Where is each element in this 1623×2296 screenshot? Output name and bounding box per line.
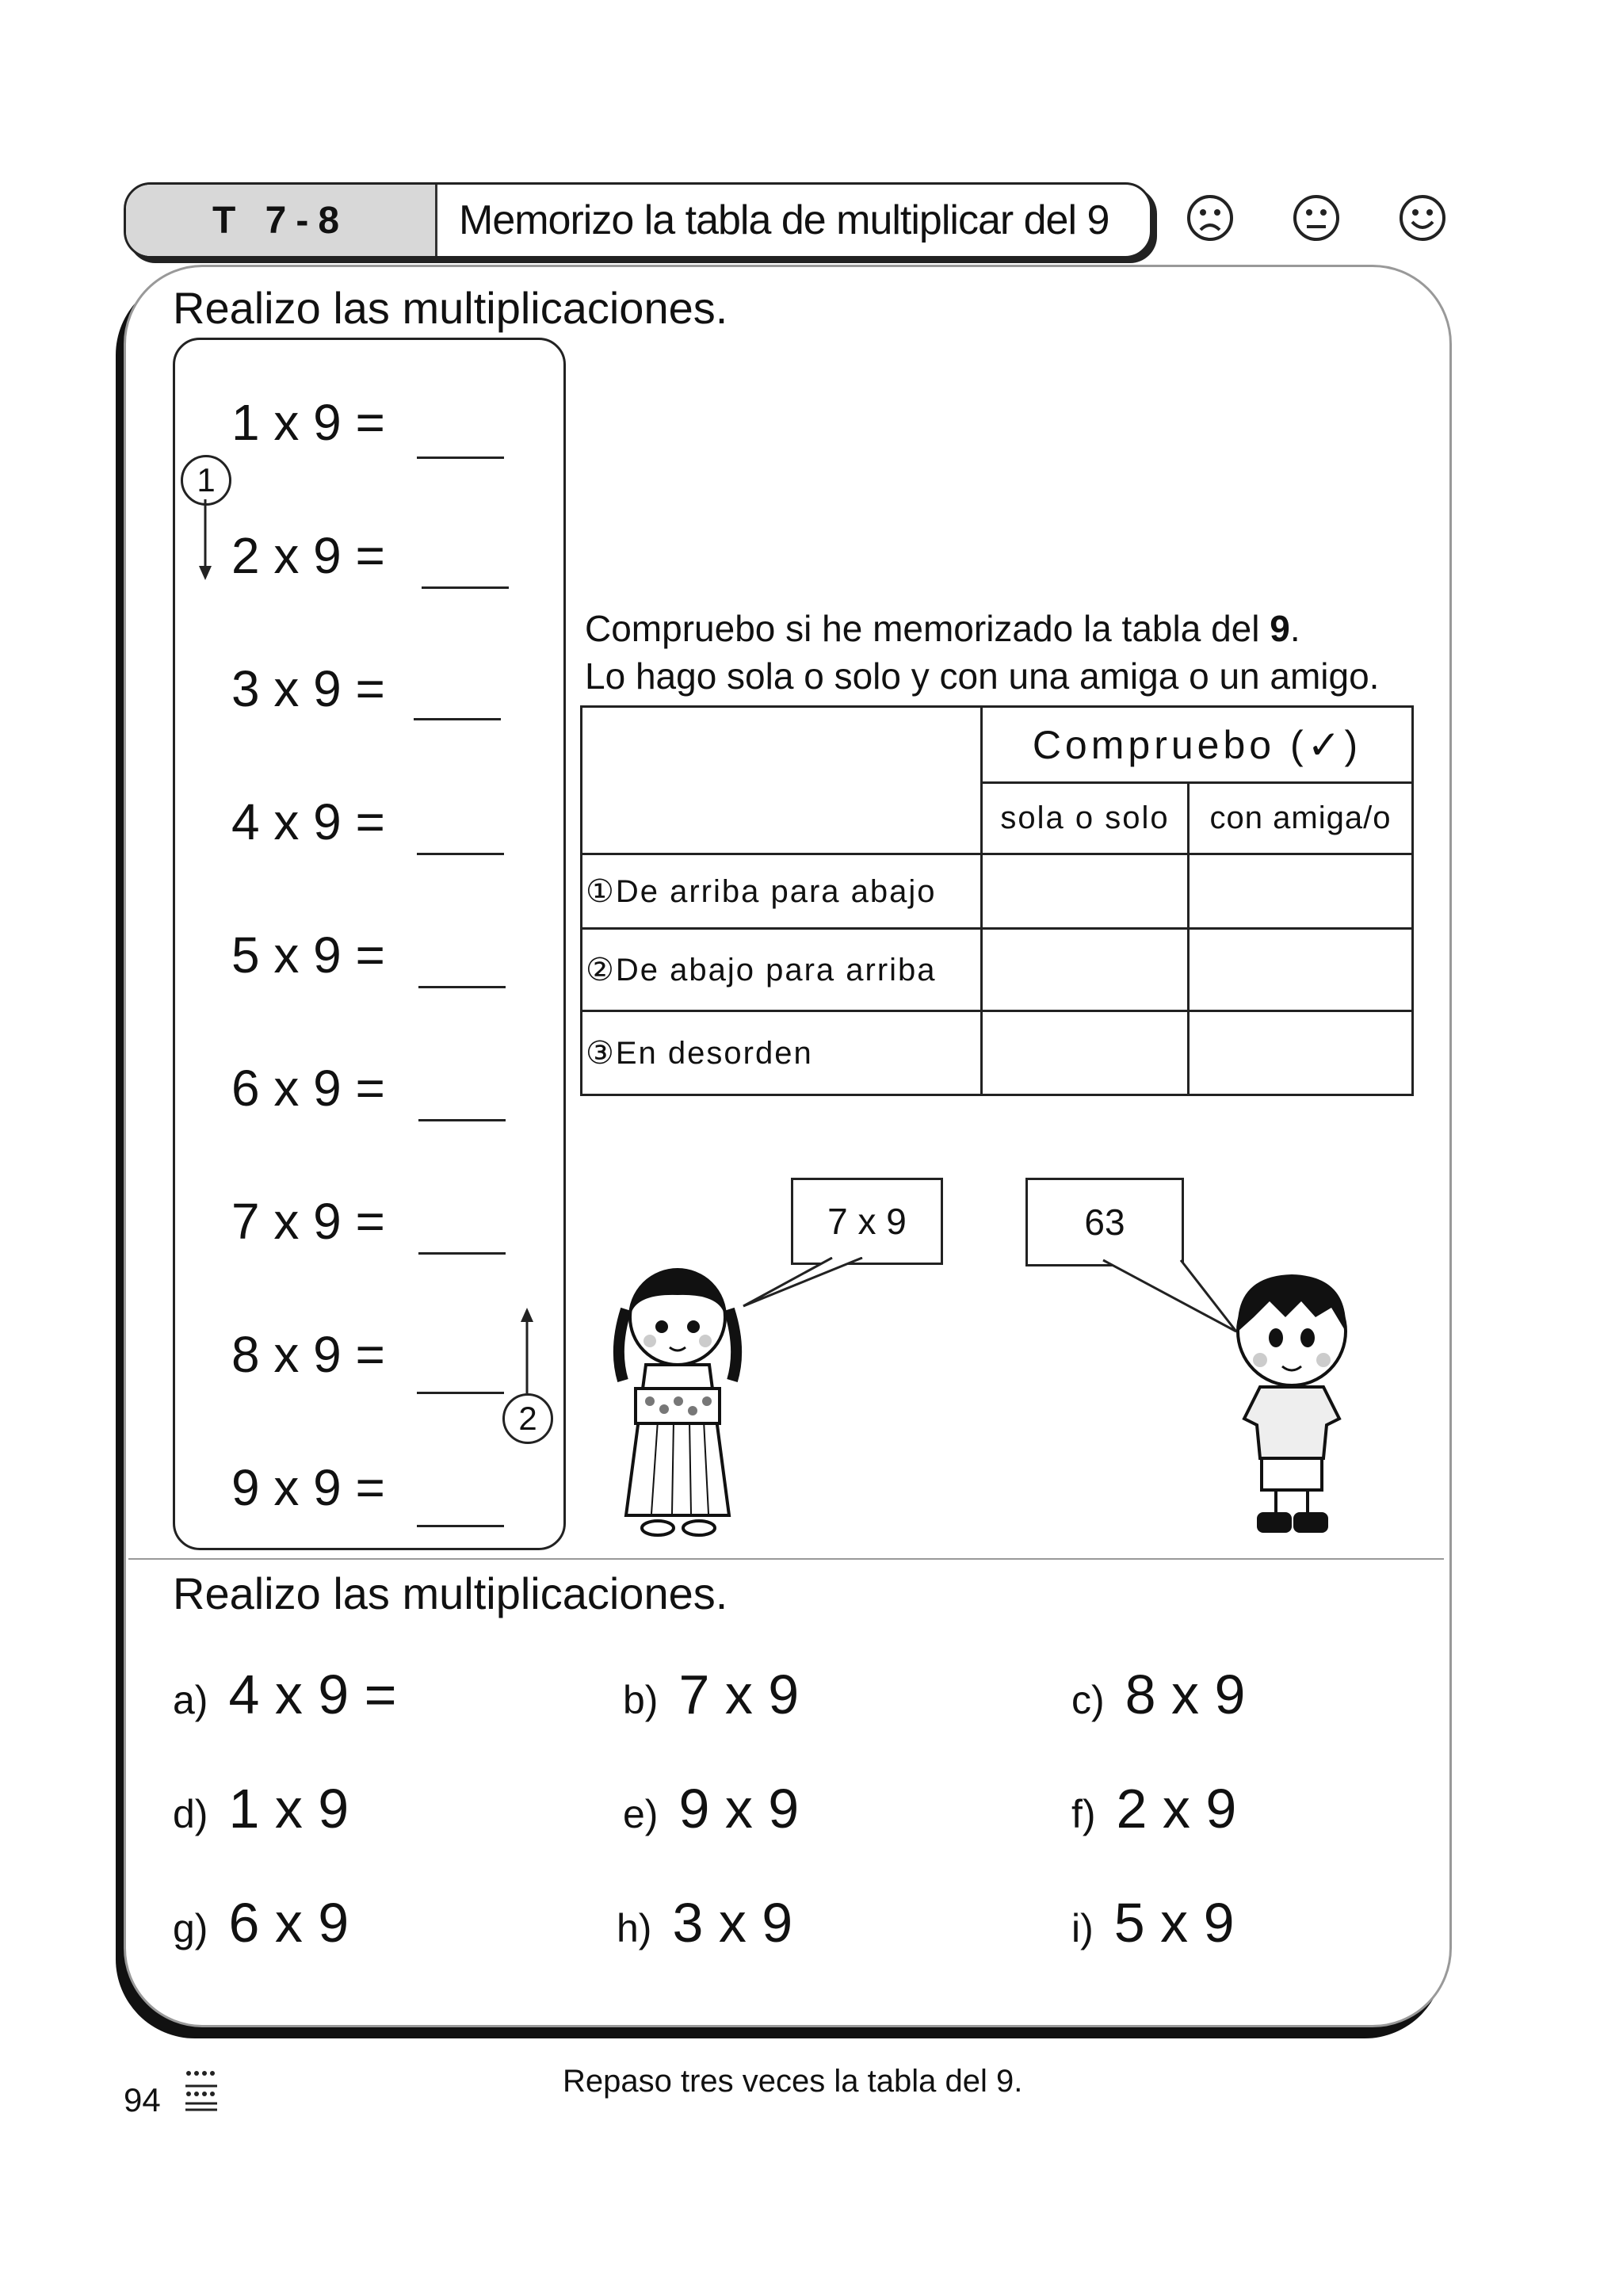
answer-blank[interactable]: [417, 853, 504, 855]
section1-heading: Realizo las multiplicaciones.: [173, 283, 728, 333]
answer-blank[interactable]: [417, 1525, 504, 1527]
check-instruction-line1: Compruebo si he memorizado la tabla del 9.: [585, 608, 1300, 649]
check-cell[interactable]: [982, 854, 1189, 929]
marker-top-to-bottom: 1: [181, 455, 231, 506]
row-label: ①De arriba para abajo: [582, 854, 982, 929]
problem-b: b) 7 x 9: [623, 1664, 800, 1725]
equation-7: 7 x 9 =: [231, 1193, 385, 1250]
problem-i: i) 5 x 9: [1071, 1892, 1235, 1954]
problem-c: c) 8 x 9: [1071, 1664, 1246, 1725]
neutral-face-icon[interactable]: [1292, 193, 1341, 243]
section2-heading: Realizo las multiplicaciones.: [173, 1568, 728, 1618]
abacus-dots-icon: [184, 2070, 220, 2113]
boy-speech-bubble: 63: [1025, 1178, 1184, 1266]
column-header-sola: sola o solo: [982, 783, 1189, 854]
problem-h: h) 3 x 9: [617, 1892, 793, 1954]
answer-blank[interactable]: [418, 986, 506, 988]
check-cell[interactable]: [982, 929, 1189, 1011]
equation-8: 8 x 9 =: [231, 1326, 385, 1383]
lesson-code: T 7-8: [126, 185, 437, 256]
equation-2: 2 x 9 =: [231, 527, 385, 584]
answer-blank[interactable]: [417, 1392, 504, 1394]
problem-d: d) 1 x 9: [173, 1778, 349, 1839]
equation-1: 1 x 9 =: [231, 394, 385, 451]
problem-g: g) 6 x 9: [173, 1892, 349, 1954]
row-label: ③En desorden: [582, 1011, 982, 1095]
section-divider: [128, 1558, 1444, 1560]
girl-bubble-tail: [737, 1257, 864, 1320]
table-row: [582, 1011, 1413, 1095]
table-header-compruebo: Compruebo (✓): [982, 707, 1413, 783]
check-cell[interactable]: [1189, 929, 1413, 1011]
marker-bottom-to-top: 2: [502, 1393, 553, 1444]
equation-4: 4 x 9 =: [231, 793, 385, 850]
girl-illustration: [602, 1262, 753, 1539]
problem-a: a) 4 x 9 =: [173, 1664, 397, 1725]
table-row: [582, 929, 1413, 1011]
sad-face-icon[interactable]: [1186, 193, 1235, 243]
page-number: 94: [124, 2081, 161, 2118]
footer-note: Repaso tres veces la tabla del 9.: [563, 2064, 1023, 2099]
arrow-down-icon: [193, 499, 217, 582]
problem-e: e) 9 x 9: [623, 1778, 800, 1839]
check-cell[interactable]: [1189, 854, 1413, 929]
table-row: [582, 854, 1413, 929]
check-cell[interactable]: [1189, 1011, 1413, 1095]
answer-blank[interactable]: [414, 718, 501, 720]
equation-3: 3 x 9 =: [231, 660, 385, 717]
table-corner-cell: [582, 707, 982, 854]
happy-face-icon[interactable]: [1398, 193, 1447, 243]
equation-6: 6 x 9 =: [231, 1060, 385, 1117]
check-cell[interactable]: [982, 1011, 1189, 1095]
equation-5: 5 x 9 =: [231, 926, 385, 984]
lesson-title: Memorizo la tabla de multiplicar del 9: [459, 197, 1109, 243]
girl-speech-bubble: 7 x 9: [791, 1178, 943, 1265]
answer-blank[interactable]: [418, 1119, 506, 1121]
arrow-up-icon: [515, 1308, 539, 1393]
problem-f: f) 2 x 9: [1071, 1778, 1237, 1839]
check-instruction-line2: Lo hago sola o solo y con una amiga o un amigo.: [585, 655, 1380, 697]
column-header-amiga: con amiga/o: [1189, 783, 1413, 854]
answer-blank[interactable]: [418, 1252, 506, 1255]
lesson-header: [124, 182, 1152, 258]
row-label: ②De abajo para arriba: [582, 929, 982, 1011]
answer-blank[interactable]: [422, 586, 509, 589]
equation-9: 9 x 9 =: [231, 1459, 385, 1516]
check-table: [580, 705, 1414, 1096]
boy-illustration: [1212, 1260, 1371, 1538]
answer-blank[interactable]: [417, 457, 504, 459]
